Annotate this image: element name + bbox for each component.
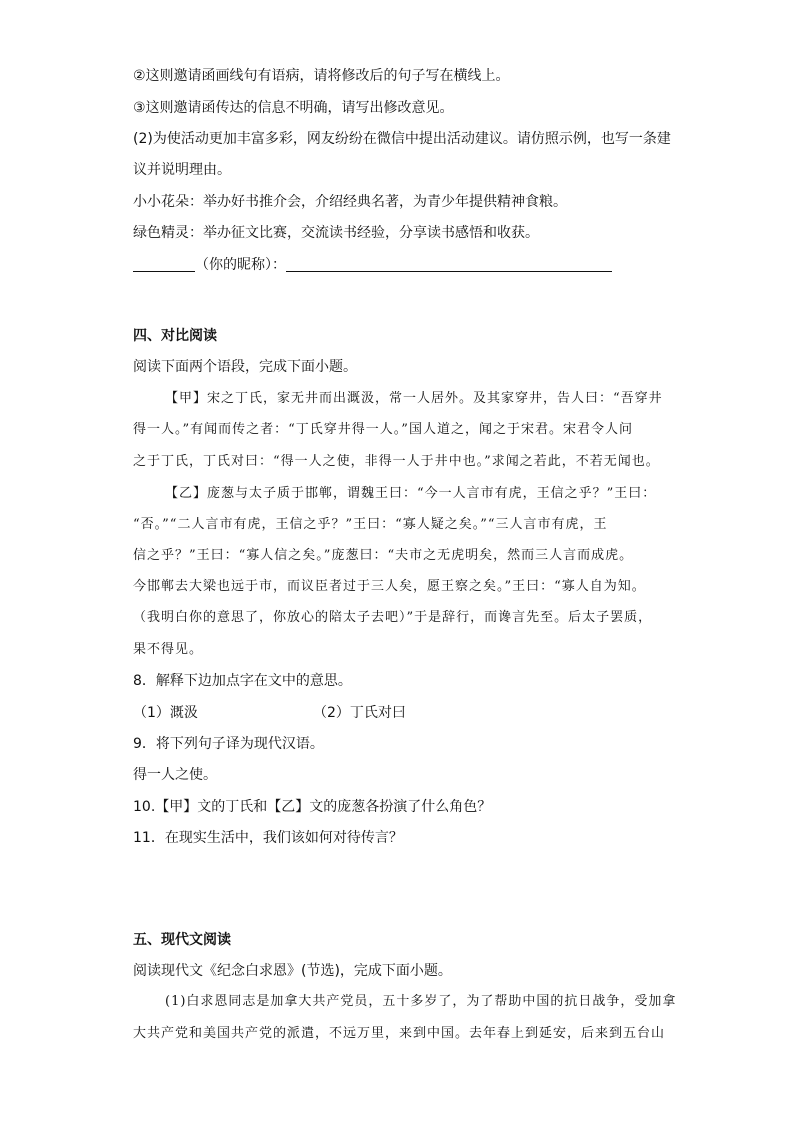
q7-sub2: ②这则邀请函画线句有语病，请将修改后的句子写在横线上。 (133, 68, 510, 84)
section5-para-line-2: 大共产党和美国共产党的派遣，不远万里，来到中国。去年春上到延安，后来到五台山 (133, 1026, 666, 1041)
jia-line-3: 之于丁氏，丁氏对曰：“得一人之使，非得一人于井中也。”求闻之若此，不若无闻也。 (133, 454, 660, 469)
yi-line-4: 今邯郸去大梁也远于市，而议臣者过于三人矣，愿王察之矣。”王曰：“寡人自为知。 (133, 579, 646, 594)
q7-answer-row (133, 255, 612, 275)
yi-line-2: “否。”“二人言市有虎，王信之乎？”王曰：“寡人疑之矣。”“三人言市有虎，王 (133, 517, 608, 532)
q11: 11．在现实生活中，我们该如何对待传言？ (133, 830, 403, 846)
yi-line-3: 信之乎？”王曰：“寡人信之矣。”庞葱曰：“夫市之无虎明矣，然而三人言而成虎。 (133, 548, 634, 563)
nickname-blank[interactable] (133, 257, 195, 272)
yi-line-1: 【乙】庞葱与太子质于邯郸，谓魏王曰：“今一人言市有虎，王信之乎？”王曰： (165, 486, 657, 501)
q8-a: （1）溉汲 (133, 705, 198, 721)
q9: 9．将下列句子译为现代汉语。 (133, 736, 324, 752)
section5-intro: 阅读现代文《纪念白求恩》(节选)，完成下面小题。 (133, 963, 452, 979)
nickname-label: （你的昵称）： (195, 257, 286, 273)
section4-intro: 阅读下面两个语段，完成下面小题。 (133, 359, 357, 375)
section5-title: 五、现代文阅读 (133, 932, 231, 948)
section4-title: 四、对比阅读 (133, 328, 217, 344)
q7-part2-line2: 议并说明理由。 (133, 162, 231, 178)
section5-para-line-1: (1)白求恩同志是加拿大共产党员，五十多岁了，为了帮助中国的抗日战争，受加拿 (165, 994, 677, 1009)
q8: 8．解释下边加点字在文中的意思。 (133, 673, 352, 689)
jia-line-1: 【甲】宋之丁氏，家无井而出溉汲，常一人居外。及其家穿井，告人曰：“吾穿井 (165, 391, 663, 406)
q10: 10.【甲】文的丁氏和【乙】文的庞葱各扮演了什么角色？ (133, 799, 492, 815)
jia-line-2: 得一人。”有闻而传之者：“丁氏穿井得一人。”国人道之，闻之于宋君。宋君令人问 (133, 422, 633, 437)
yi-line-5: （我明白你的意思了，你放心的陪太子去吧）”于是辞行，而谗言先至。后太子罢质， (133, 610, 653, 625)
suggestion-blank[interactable] (286, 257, 612, 272)
q7-example-1: 小小花朵：举办好书推介会，介绍经典名著，为青少年提供精神食粮。 (133, 194, 567, 210)
q7-example-2: 绿色精灵：举办征文比赛，交流读书经验，分享读书感悟和收获。 (133, 225, 539, 241)
q7-part2-line1: (2)为使活动更加丰富多彩，网友纷纷在微信中提出活动建议。请仿照示例，也写一条建 (133, 131, 671, 147)
q7-sub3: ③这则邀请函传达的信息不明确，请写出修改意见。 (133, 100, 454, 116)
q9-sentence: 得一人之使。 (133, 767, 217, 783)
q8-b: （2）丁氏对曰 (313, 705, 406, 721)
yi-line-6: 果不得见。 (133, 642, 204, 657)
